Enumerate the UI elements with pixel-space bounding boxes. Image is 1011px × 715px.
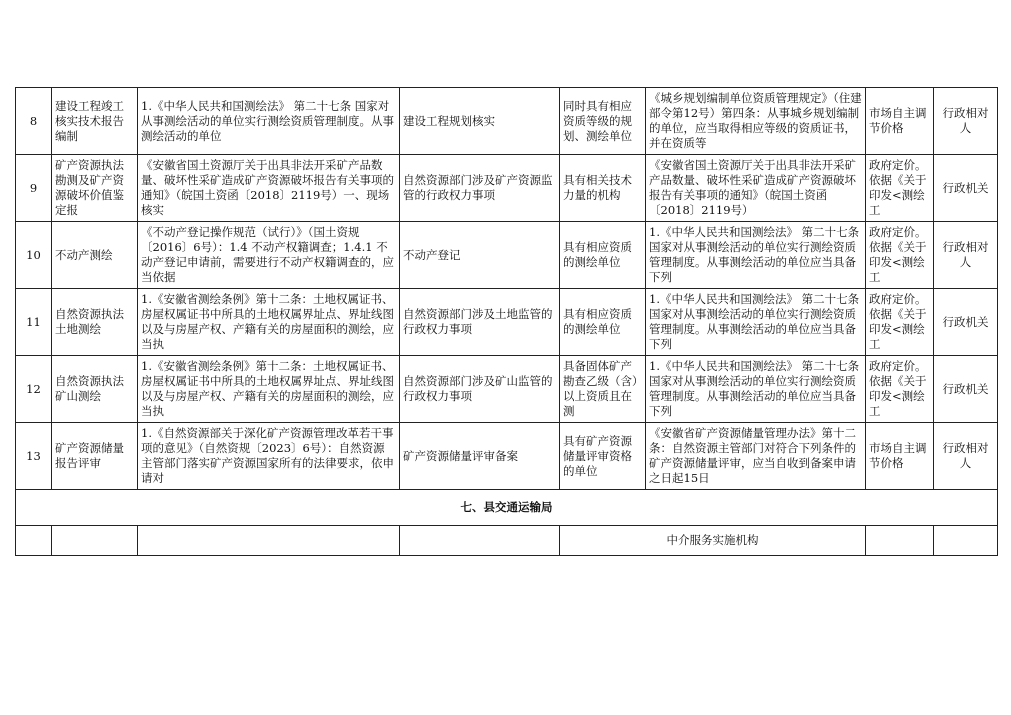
legal-basis: 1.《安徽省测绘条例》第十二条：土地权属证书、房屋权属证书中所具的土地权属界址点、界址线图以及与房屋产权、产籍有关的房屋面积的测绘，应当执 bbox=[141, 359, 394, 418]
row-number: 11 bbox=[26, 314, 41, 329]
item-name-cell bbox=[52, 423, 138, 490]
table-row bbox=[16, 222, 998, 289]
price-method-cell bbox=[866, 88, 934, 155]
qualification-basis-cell bbox=[646, 155, 866, 222]
price-method: 政府定价。依据《关于印发<测绘工 bbox=[869, 359, 927, 418]
qualification-requirement-cell bbox=[560, 88, 646, 155]
qualification-requirement-cell bbox=[560, 222, 646, 289]
header-cell-empty bbox=[866, 526, 934, 556]
header-cell-empty bbox=[400, 526, 560, 556]
fee-payer-cell bbox=[934, 289, 998, 356]
administrative-matter: 自然资源部门涉及土地监管的行政权力事项 bbox=[403, 307, 553, 336]
qualification-requirement-cell bbox=[560, 155, 646, 222]
administrative-matter-cell bbox=[400, 423, 560, 490]
header-cell-empty bbox=[16, 526, 52, 556]
item-name-cell bbox=[52, 356, 138, 423]
price-method-cell bbox=[866, 155, 934, 222]
administrative-matter-cell bbox=[400, 155, 560, 222]
qualification-basis-cell bbox=[646, 356, 866, 423]
administrative-matter-cell bbox=[400, 356, 560, 423]
header-cell-empty bbox=[934, 526, 998, 556]
administrative-matter: 建设工程规划核实 bbox=[403, 113, 495, 128]
row-number: 10 bbox=[26, 247, 41, 262]
qualification-basis: 1.《中华人民共和国测绘法》 第二十七条 国家对从事测绘活动的单位实行测绘资质管理制度。从事测绘活动的单位应当具备下列 bbox=[649, 225, 860, 284]
fee-payer-cell bbox=[934, 155, 998, 222]
fee-payer: 行政机关 bbox=[942, 180, 989, 195]
price-method-cell bbox=[866, 423, 934, 490]
fee-payer-cell bbox=[934, 88, 998, 155]
fee-payer: 行政机关 bbox=[942, 381, 989, 396]
qualification-requirement-cell bbox=[560, 423, 646, 490]
price-method-cell bbox=[866, 289, 934, 356]
legal-basis-cell bbox=[138, 88, 400, 155]
document-table bbox=[15, 87, 998, 556]
fee-payer-cell bbox=[934, 222, 998, 289]
legal-basis-cell bbox=[138, 222, 400, 289]
price-method-cell bbox=[866, 356, 934, 423]
table-row bbox=[16, 155, 998, 222]
qualification-basis: 《安徽省矿产资源储量管理办法》第十二条：自然资源主管部门对符合下列条件的矿产资源储量评审，应当自收到备案申请之日起15日 bbox=[649, 426, 856, 485]
row-number-cell bbox=[16, 88, 52, 155]
price-method-cell bbox=[866, 222, 934, 289]
qualification-requirement: 具有相应资质的测绘单位 bbox=[563, 240, 632, 269]
table-row bbox=[16, 88, 998, 155]
item-name: 自然资源执法矿山测绘 bbox=[55, 374, 124, 403]
row-number: 12 bbox=[26, 381, 41, 396]
legal-basis-cell bbox=[138, 423, 400, 490]
table-row bbox=[16, 423, 998, 490]
price-method: 政府定价。依据《关于印发<测绘工 bbox=[869, 158, 927, 217]
qualification-basis: 《安徽省国土资源厅关于出具非法开采矿产品数量、破坏性采矿造成矿产资源破坏报告有关事项的通知》（皖国土资函〔2018〕2119号） bbox=[649, 158, 856, 217]
administrative-matter: 自然资源部门涉及矿产资源监管的行政权力事项 bbox=[403, 173, 553, 202]
legal-basis-cell bbox=[138, 356, 400, 423]
fee-payer: 行政机关 bbox=[942, 314, 989, 329]
qualification-requirement: 具有相应资质的测绘单位 bbox=[563, 307, 632, 336]
price-method: 政府定价。依据《关于印发<测绘工 bbox=[869, 225, 927, 284]
administrative-matter: 不动产登记 bbox=[403, 247, 461, 262]
legal-basis: 1.《安徽省测绘条例》第十二条：土地权属证书、房屋权属证书中所具的土地权属界址点、界址线图以及与房屋产权、产籍有关的房屋面积的测绘，应当执 bbox=[141, 292, 394, 351]
legal-basis-cell bbox=[138, 289, 400, 356]
fee-payer: 行政相对人 bbox=[942, 441, 989, 470]
administrative-matter: 矿产资源储量评审备案 bbox=[403, 448, 518, 463]
item-name: 自然资源执法土地测绘 bbox=[55, 307, 124, 336]
qualification-basis: 1.《中华人民共和国测绘法》 第二十七条 国家对从事测绘活动的单位实行测绘资质管理制度。从事测绘活动的单位应当具备下列 bbox=[649, 359, 860, 418]
administrative-matter-cell bbox=[400, 289, 560, 356]
qualification-basis-cell bbox=[646, 222, 866, 289]
legal-basis: 《不动产登记操作规范（试行）》（国土资规〔2016〕6号）：1.4 不动产权籍调查；1.4.1 不动产登记申请前，需要进行不动产权籍调查的，应当依据 bbox=[141, 225, 394, 284]
item-name: 建设工程竣工核实技术报告编制 bbox=[55, 98, 124, 143]
header-row bbox=[16, 526, 998, 556]
table-row bbox=[16, 289, 998, 356]
fee-payer-cell bbox=[934, 423, 998, 490]
qualification-basis-cell bbox=[646, 423, 866, 490]
administrative-matter-cell bbox=[400, 222, 560, 289]
item-name-cell bbox=[52, 88, 138, 155]
item-name: 矿产资源执法勘测及矿产资源破坏价值鉴定报 bbox=[55, 158, 124, 217]
legal-basis: 1.《自然资源部关于深化矿产资源管理改革若干事项的意见》（自然资规〔2023〕6号）：自然资源主管部门落实矿产资源国家所有的法律要求，依申请对 bbox=[141, 426, 394, 485]
item-name: 不动产测绘 bbox=[55, 247, 113, 262]
item-name-cell bbox=[52, 155, 138, 222]
section-title: 七、县交通运输局 bbox=[16, 490, 998, 526]
row-number-cell bbox=[16, 289, 52, 356]
legal-basis: 《安徽省国土资源厅关于出具非法开采矿产品数量、破坏性采矿造成矿产资源破坏报告有关事项的通知》（皖国土资函〔2018〕2119号）一、现场核实 bbox=[141, 158, 394, 217]
fee-payer-cell bbox=[934, 356, 998, 423]
row-number-cell bbox=[16, 356, 52, 423]
fee-payer: 行政相对人 bbox=[942, 240, 989, 269]
legal-basis-cell bbox=[138, 155, 400, 222]
qualification-requirement-cell bbox=[560, 289, 646, 356]
item-name: 矿产资源储量报告评审 bbox=[55, 441, 124, 470]
price-method: 政府定价。依据《关于印发<测绘工 bbox=[869, 292, 927, 351]
header-cell-empty bbox=[52, 526, 138, 556]
row-number: 9 bbox=[29, 180, 38, 195]
item-name-cell bbox=[52, 289, 138, 356]
qualification-basis: 《城乡规划编制单位资质管理规定》（住建部令第12号）第四条：从事城乡规划编制的单位，应当取得相应等级的资质证书，并在资质等 bbox=[649, 91, 862, 150]
qualification-requirement: 同时具有相应资质等级的规划、测绘单位 bbox=[563, 98, 632, 143]
fee-payer: 行政相对人 bbox=[942, 106, 989, 135]
qualification-basis: 1.《中华人民共和国测绘法》 第二十七条 国家对从事测绘活动的单位实行测绘资质管理制度。从事测绘活动的单位应当具备下列 bbox=[649, 292, 860, 351]
qualification-basis-cell bbox=[646, 88, 866, 155]
row-number-cell bbox=[16, 222, 52, 289]
legal-basis: 1.《中华人民共和国测绘法》 第二十七条 国家对从事测绘活动的单位实行测绘资质管理制度。从事测绘活动的单位 bbox=[141, 98, 394, 143]
header-cell-agency: 中介服务实施机构 bbox=[560, 526, 866, 556]
price-method: 市场自主调节价格 bbox=[869, 441, 927, 470]
row-number: 13 bbox=[26, 448, 41, 463]
qualification-requirement: 具备固体矿产勘查乙级（含）以上资质且在测 bbox=[563, 359, 638, 418]
header-cell-empty bbox=[138, 526, 400, 556]
administrative-matter-cell bbox=[400, 88, 560, 155]
qualification-requirement: 具有相关技术力量的机构 bbox=[563, 173, 632, 202]
administrative-matter: 自然资源部门涉及矿山监管的行政权力事项 bbox=[403, 374, 553, 403]
qualification-requirement-cell bbox=[560, 356, 646, 423]
table-row bbox=[16, 356, 998, 423]
row-number-cell bbox=[16, 155, 52, 222]
row-number: 8 bbox=[29, 113, 38, 128]
section-row bbox=[16, 490, 998, 526]
qualification-requirement: 具有矿产资源储量评审资格的单位 bbox=[563, 433, 632, 478]
item-name-cell bbox=[52, 222, 138, 289]
qualification-basis-cell bbox=[646, 289, 866, 356]
price-method: 市场自主调节价格 bbox=[869, 106, 927, 135]
row-number-cell bbox=[16, 423, 52, 490]
